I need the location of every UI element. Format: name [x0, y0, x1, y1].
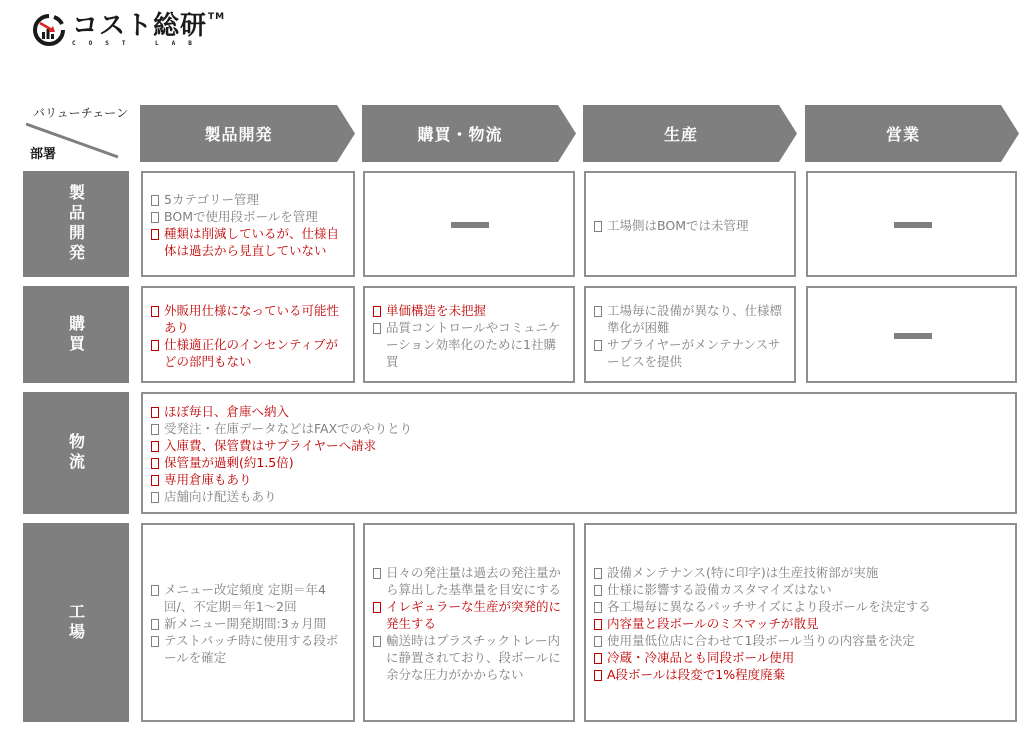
cell-productdev-purchasing [363, 171, 575, 277]
list-item: 入庫費、保管費はサプライヤーへ請求 [151, 437, 1009, 454]
list-item: ほぼ毎日、倉庫へ納入 [151, 403, 1009, 420]
cell-logistics-all [141, 392, 1017, 514]
list-item: 工場毎に設備が異なり、仕様標準化が困難 [594, 302, 788, 336]
list-item: 仕様適正化のインセンティブがどの部門もない [151, 336, 347, 370]
list-item: 単価構造を未把握 [373, 302, 567, 319]
list-item: 5カテゴリー管理 [151, 191, 347, 208]
list-item: サプライヤーがメンテナンスサービスを提供 [594, 336, 788, 370]
row-header-logistics: 物流 [23, 392, 129, 514]
list-item: 店舗向け配送もあり [151, 488, 1009, 505]
list-item: 工場側はBOMでは未管理 [594, 217, 788, 234]
cell-purchasing-sales [806, 286, 1017, 383]
cell-productdev-productdev [141, 171, 355, 277]
list-item: A段ボールは段変で1%程度廃棄 [594, 666, 1009, 683]
department-label: 部署 [30, 147, 57, 162]
logo-subtitle: COST LAB [72, 40, 205, 47]
column-header-sales: 営業 [805, 105, 1019, 162]
list-item: 日々の発注量は過去の発注量から算出した基準量を目安にする [373, 564, 567, 598]
list-item: 使用量低位店に合わせて1段ボール当りの内容量を決定 [594, 632, 1009, 649]
list-item: 冷蔵・冷凍品とも同段ボール使用 [594, 649, 1009, 666]
cell-factory-purchasing [363, 523, 575, 722]
column-header-product-dev: 製品開発 [140, 105, 355, 162]
cell-factory-productdev [141, 523, 355, 722]
cell-factory-production-sales [584, 523, 1017, 722]
list-item: 専用倉庫もあり [151, 471, 1009, 488]
corner-header [22, 102, 134, 164]
list-item: 仕様に影響する設備カスタマイズはない [594, 581, 1009, 598]
list-item: イレギュラーな生産が突発的に発生する [373, 598, 567, 632]
row-header-factory: 工場 [23, 523, 129, 722]
row-header-purchasing: 購買 [23, 286, 129, 383]
dash-icon [894, 222, 932, 228]
list-item: テストバッチ時に使用する段ボールを確定 [151, 632, 347, 666]
list-item: 保管量が過剰(約1.5倍) [151, 454, 1009, 471]
cell-purchasing-production [584, 286, 796, 383]
cell-purchasing-purchasing [363, 286, 575, 383]
list-item: 外販用仕様になっている可能性あり [151, 302, 347, 336]
column-header-production: 生産 [583, 105, 797, 162]
logo-title: コスト総研™ [72, 11, 226, 41]
list-item: 品質コントロールやコミュニケーション効率化のために1社購買 [373, 319, 567, 370]
list-item: 輸送時はプラスチックトレー内に静置されており、段ボールに余分な圧力がかからない [373, 632, 567, 683]
list-item: 受発注・在庫データなどはFAXでのやりとり [151, 420, 1009, 437]
list-item: 内容量と段ボールのミスマッチが散見 [594, 615, 1009, 632]
cell-productdev-sales [806, 171, 1017, 277]
cell-purchasing-productdev [141, 286, 355, 383]
column-header-purchasing-logistics: 購買・物流 [362, 105, 576, 162]
cell-productdev-production [584, 171, 796, 277]
list-item: メニュー改定頻度 定期＝年4回/、不定期＝年1～2回 [151, 581, 347, 615]
value-chain-label: バリューチェーン [32, 106, 128, 120]
logo [32, 10, 225, 50]
list-item: 各工場毎に異なるバッチサイズにより段ボールを決定する [594, 598, 1009, 615]
list-item: 設備メンテナンス(特に印字)は生産技術部が実施 [594, 564, 1009, 581]
list-item: 新メニュー開発期間:3ヵ月間 [151, 615, 347, 632]
list-item: BOMで使用段ボールを管理 [151, 208, 347, 225]
cost-lab-logo-icon [32, 13, 66, 47]
row-header-product-dev: 製品開発 [23, 171, 129, 277]
list-item: 種類は削減しているが、仕様自体は過去から見直していない [151, 225, 347, 259]
dash-icon [894, 333, 932, 339]
dash-icon [451, 222, 489, 228]
